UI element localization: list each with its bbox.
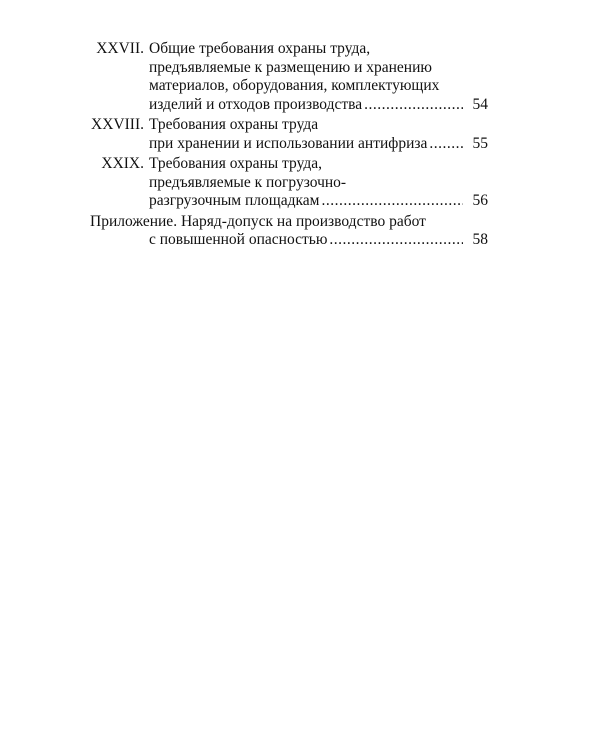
- page-number: 55: [472, 134, 488, 152]
- section-title-line: предъявляемые к размещению и хранению: [149, 58, 432, 76]
- section-title-line: при хранении и использовании антифриза: [149, 134, 428, 152]
- dot-leader: [321, 192, 463, 211]
- toc-entry-xxvii[interactable]: [90, 40, 488, 114]
- page-number: 56: [472, 192, 488, 209]
- appendix-title-line: Приложение. Наряд-допуск на производство работ: [90, 212, 426, 230]
- page-number: 58: [472, 231, 488, 248]
- section-number: XXVII.: [96, 40, 144, 57]
- section-title-line: разгрузочным площадкам: [149, 192, 320, 209]
- toc-entry-xxix[interactable]: [90, 155, 488, 211]
- section-title-line: Общие требования охраны труда,: [149, 40, 371, 57]
- dot-leader: [329, 231, 463, 250]
- section-title-line: материалов, оборудования, комплектующих: [149, 77, 440, 94]
- section-title-line: Требования охраны труда: [149, 116, 319, 133]
- section-number: XXIX.: [101, 155, 144, 172]
- section-title-line: изделий и отходов производства: [149, 95, 363, 113]
- toc-entry-xxviii[interactable]: [90, 116, 488, 153]
- section-title-line: предъявляемые к погрузочно-: [149, 173, 347, 191]
- table-of-contents: [90, 40, 488, 252]
- section-title-line: Требования охраны труда,: [149, 155, 322, 172]
- appendix-title-line: с повышенной опасностью: [149, 231, 328, 248]
- dot-leader: [364, 96, 463, 115]
- page-number: 54: [472, 95, 488, 113]
- section-number: XXVIII.: [91, 116, 144, 133]
- dot-leader: [429, 135, 463, 154]
- toc-entry-appendix[interactable]: [90, 213, 488, 250]
